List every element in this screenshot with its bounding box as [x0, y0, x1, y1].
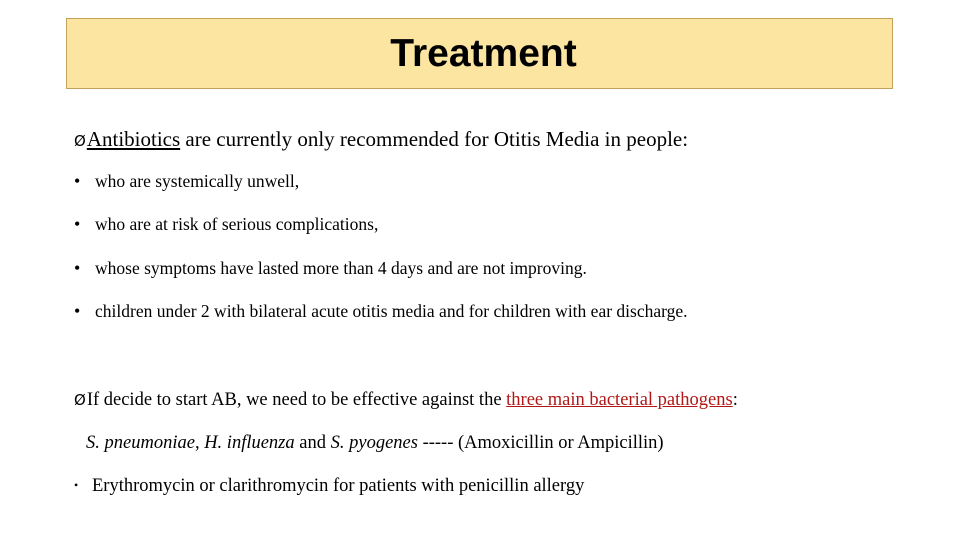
- pathogen-name: H. influenza: [204, 433, 295, 453]
- bullet-text: whose symptoms have lasted more than 4 days and are not improving.: [95, 258, 587, 278]
- intro-text: are currently only recommended for Otitis Media in people:: [180, 127, 689, 151]
- decision-end: :: [732, 390, 738, 410]
- first-line-drugs: ----- (Amoxicillin or Ampicillin): [417, 433, 664, 453]
- antibiotic-decision-line: [74, 390, 738, 411]
- pathogen-name: S. pyogenes: [330, 433, 418, 453]
- bullet-item: [74, 301, 688, 322]
- allergy-text: Erythromycin or clarithromycin for patients with penicillin allergy: [92, 476, 585, 496]
- antibiotics-keyword: Antibiotics: [86, 127, 181, 151]
- bullet-dot-icon: •: [74, 171, 81, 191]
- decision-text: If decide to start AB, we need to be effective against the: [86, 390, 507, 410]
- title-banner: [66, 18, 893, 89]
- arrow-bullet-icon: Ø: [74, 391, 86, 409]
- separator: ,: [194, 433, 205, 453]
- arrow-bullet-icon: Ø: [74, 132, 86, 150]
- bullet-text: who are at risk of serious complications,: [95, 214, 379, 234]
- intro-line: [74, 127, 688, 152]
- bullet-dot-icon: •: [74, 258, 81, 278]
- bullet-dot-icon: •: [74, 301, 81, 321]
- pathogen-name: S. pneumoniae: [86, 433, 195, 453]
- bullet-dot-icon: •: [74, 478, 79, 492]
- bullet-item: [74, 171, 299, 192]
- bullet-item: [74, 214, 378, 235]
- bullet-item: [74, 258, 587, 279]
- bullet-dot-icon: •: [74, 214, 81, 234]
- bullet-text: children under 2 with bilateral acute otitis media and for children with ear discharge.: [95, 301, 688, 321]
- allergy-line: [74, 476, 584, 497]
- bullet-text: who are systemically unwell,: [95, 171, 300, 191]
- pathogen-list-line: [86, 433, 664, 454]
- separator: and: [294, 433, 331, 453]
- slide-title: Treatment: [390, 32, 577, 75]
- pathogens-highlight: three main bacterial pathogens: [506, 390, 733, 410]
